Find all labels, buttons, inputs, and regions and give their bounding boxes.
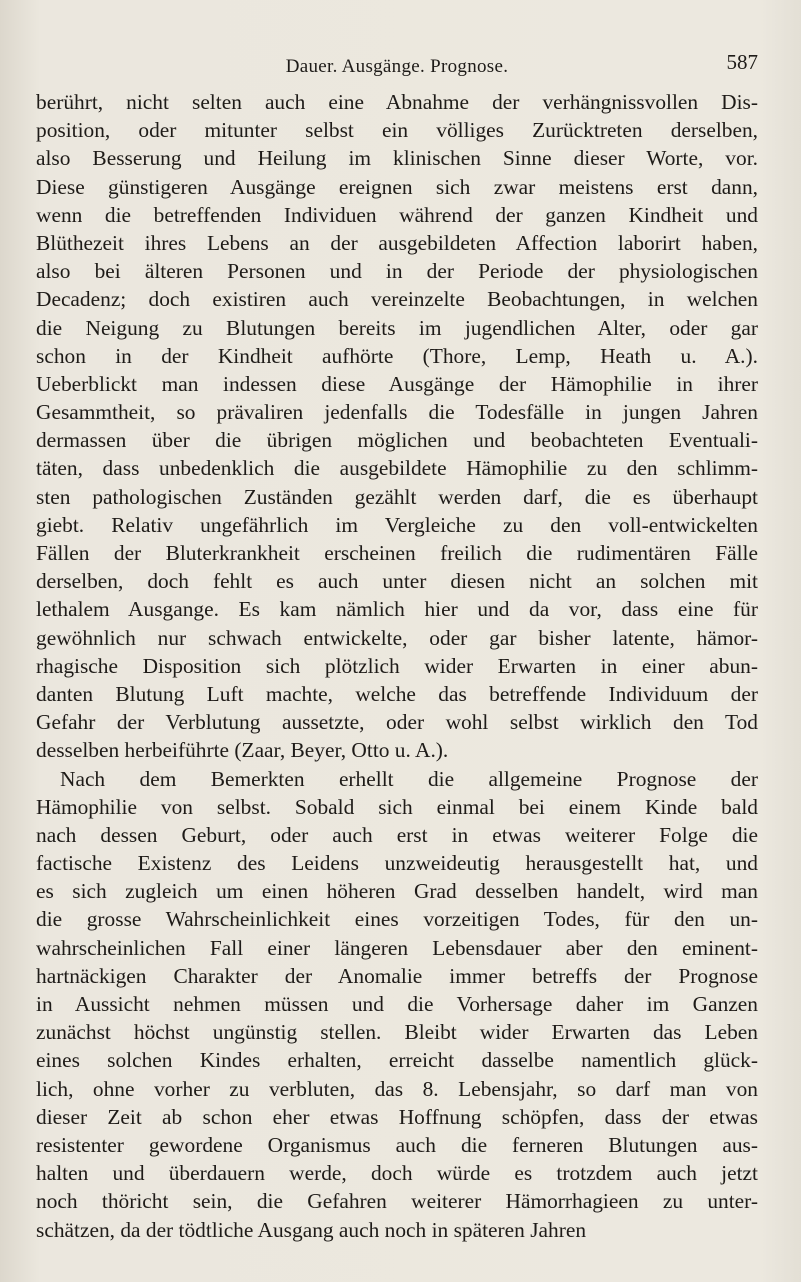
text-line: factische Existenz des Leidens unzweideutig herausgestellt hat, und (36, 851, 758, 876)
text-line: noch thöricht sein, die Gefahren weiterer Hämorrhagieen zu unter- (36, 1189, 758, 1214)
text-line: Fällen der Bluterkrankheit erscheinen freilich die rudimentären Fälle (36, 541, 758, 565)
text-line: Gefahr der Verblutung aussetzte, oder wohl selbst wirklich den Tod (36, 710, 758, 735)
text-line: berührt, nicht selten auch eine Abnahme der verhängnissvollen Dis- (36, 90, 758, 114)
text-line: es sich zugleich um einen höheren Grad desselben handelt, wird man (36, 879, 758, 904)
text-line: halten und überdauern werde, doch würde es trotzdem auch jetzt (36, 1161, 758, 1186)
text-line: lich, ohne vorher zu verbluten, das 8. Lebensjahr, so darf man von (36, 1076, 758, 1101)
text-line: die grosse Wahrscheinlichkeit eines vorzeitigen Todes, für den un- (36, 907, 758, 932)
text-line: giebt. Relativ ungefährlich im Vergleiche zu den voll-entwickelten (36, 512, 758, 537)
text-line: Diese günstigeren Ausgänge ereignen sich zwar meistens erst dann, (36, 174, 758, 199)
text-line: derselben, doch fehlt es auch unter diesen nicht an solchen mit (36, 569, 758, 594)
text-line: Decadenz; doch existiren auch vereinzelte Beobachtungen, in welchen (36, 287, 758, 312)
text-line: sten pathologischen Zuständen gezählt werden darf, die es überhaupt (36, 484, 758, 509)
text-line: in Aussicht nehmen müssen und die Vorhersage daher im Ganzen (36, 992, 758, 1016)
text-line: also bei älteren Personen und in der Periode der physiologischen (36, 259, 758, 284)
text-line: täten, dass unbedenklich die ausgebildete Hämophilie zu den schlimm- (36, 456, 758, 481)
page-header (36, 50, 758, 84)
page-number: 587 (726, 50, 758, 74)
text-line: dieser Zeit ab schon eher etwas Hoffnung schöpfen, dass der etwas (36, 1104, 758, 1129)
text-line: resistenter gewordene Organismus auch die ferneren Blutungen aus- (36, 1132, 758, 1157)
text-line: wenn die betreffenden Individuen während der ganzen Kindheit und (36, 202, 758, 227)
text-line: schon in der Kindheit aufhörte (Thore, Lemp, Heath u. A.). (36, 343, 758, 368)
text-line: Hämophilie von selbst. Sobald sich einmal bei einem Kinde bald (36, 794, 758, 819)
text-line: gewöhnlich nur schwach entwickelte, oder gar bisher latente, hämor- (36, 625, 758, 650)
text-line: Ueberblickt man indessen diese Ausgänge der Hämophilie in ihrer (36, 371, 758, 396)
text-line: nach dessen Geburt, oder auch erst in etwas weiterer Folge die (36, 822, 758, 847)
text-line: zunächst höchst ungünstig stellen. Bleibt wider Erwarten das Leben (36, 1020, 758, 1045)
text-line: lethalem Ausgange. Es kam nämlich hier und da vor, dass eine für (36, 597, 758, 622)
body-text (36, 88, 758, 1244)
text-line: rhagische Disposition sich plötzlich wider Erwarten in einer abun- (36, 653, 758, 678)
text-line: hartnäckigen Charakter der Anomalie immer betreffs der Prognose (36, 963, 758, 988)
text-line: die Neigung zu Blutungen bereits im jugendlichen Alter, oder gar (36, 315, 758, 340)
text-line: eines solchen Kindes erhalten, erreicht dasselbe namentlich glück- (36, 1048, 758, 1073)
text-line: wahrscheinlichen Fall einer längeren Lebensdauer aber den eminent- (36, 935, 758, 960)
text-line: schätzen, da der tödtliche Ausgang auch noch in späteren Jahren (36, 1217, 587, 1242)
text-line: Gesammtheit, so prävaliren jedenfalls die Todesfälle in jungen Jahren (36, 400, 758, 425)
text-line: Nach dem Bemerkten erhellt die allgemeine Prognose der (60, 766, 758, 791)
running-title: Dauer. Ausgänge. Prognose. (285, 56, 509, 77)
text-line: dermassen über die übrigen möglichen und beobachteten Eventuali- (36, 428, 758, 453)
text-line: desselben herbeiführte (Zaar, Beyer, Otto u. A.). (36, 738, 449, 763)
text-line: position, oder mitunter selbst ein völliges Zurücktreten derselben, (36, 118, 758, 143)
text-line: danten Blutung Luft machte, welche das betreffende Individuum der (36, 681, 758, 706)
text-line: Blüthezeit ihres Lebens an der ausgebildeten Affection laborirt haben, (36, 230, 758, 255)
text-line: also Besserung und Heilung im klinischen Sinne dieser Worte, vor. (36, 146, 758, 171)
